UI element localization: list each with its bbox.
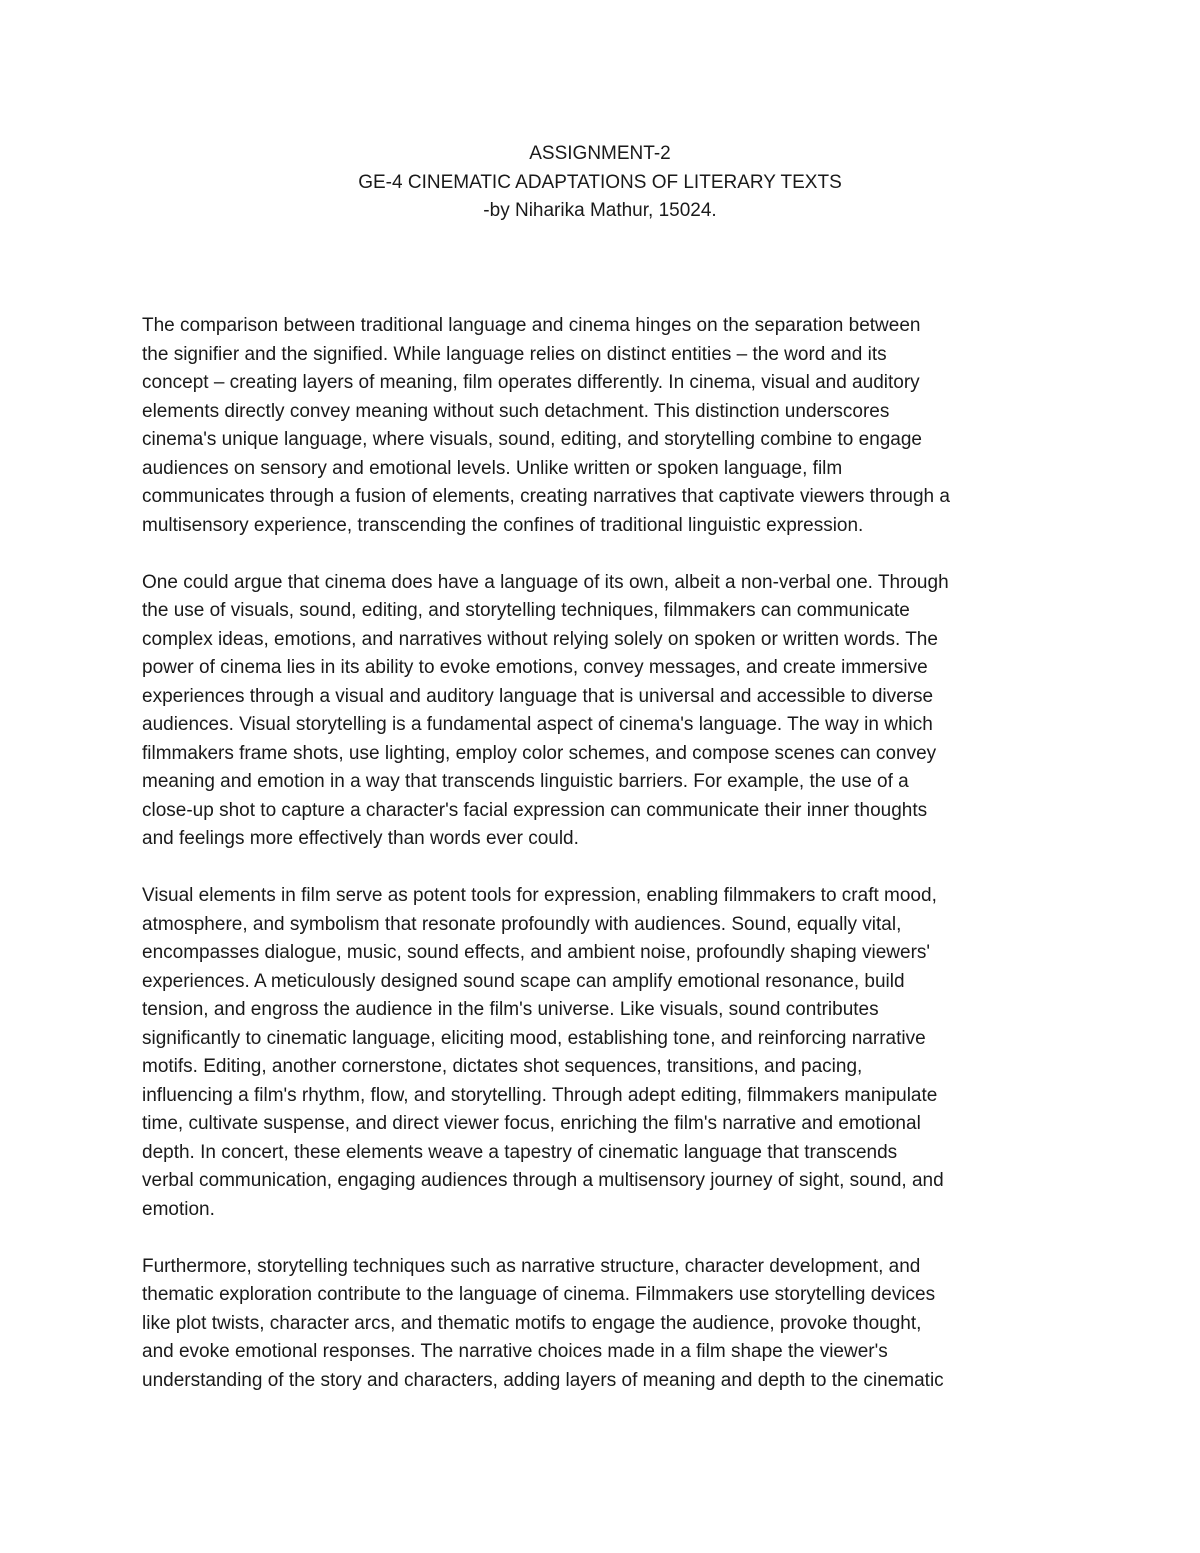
text-line: understanding of the story and characters, adding layers of meaning and depth to the cinematic [142, 1369, 944, 1391]
paragraph-3 [142, 882, 1062, 1224]
text-line: atmosphere, and symbolism that resonate profoundly with audiences. Sound, equally vital, [142, 913, 902, 935]
text-line: tension, and engross the audience in the film's universe. Like visuals, sound contributes [142, 999, 879, 1020]
document-body [142, 312, 1062, 1424]
text-line: the use of visuals, sound, editing, and storytelling techniques, filmmakers can communicate [142, 600, 910, 621]
text-line: thematic exploration contribute to the language of cinema. Filmmakers use storytelling devices [142, 1284, 936, 1305]
text-line: audiences on sensory and emotional levels. Unlike written or spoken language, film [142, 457, 843, 479]
document-header [0, 140, 1200, 226]
course-title: GE-4 CINEMATIC ADAPTATIONS OF LITERARY TEXTS [358, 171, 842, 193]
text-line: verbal communication, engaging audiences through a multisensory journey of sight, sound, and [142, 1170, 944, 1191]
paragraph-1 [142, 312, 1062, 540]
text-line: influencing a film's rhythm, flow, and storytelling. Through adept editing, filmmakers manipulate [142, 1084, 938, 1106]
text-line: the signifier and the signified. While language relies on distinct entities – the word and its [142, 343, 887, 365]
author-line: -by Niharika Mathur, 15024. [483, 200, 717, 221]
text-line: experiences. A meticulously designed sound scape can amplify emotional resonance, build [142, 970, 905, 992]
text-line: Furthermore, storytelling techniques such as narrative structure, character development, and [142, 1255, 921, 1277]
text-line: audiences. Visual storytelling is a fundamental aspect of cinema's language. The way in which [142, 714, 933, 735]
text-line: cinema's unique language, where visuals, sound, editing, and storytelling combine to engage [142, 429, 922, 450]
text-line: elements directly convey meaning without such detachment. This distinction underscores [142, 400, 890, 422]
text-line: One could argue that cinema does have a language of its own, albeit a non-verbal one. Through [142, 571, 949, 593]
text-line: depth. In concert, these elements weave a tapestry of cinematic language that transcends [142, 1141, 898, 1163]
text-line: experiences through a visual and auditory language that is universal and accessible to diverse [142, 685, 934, 707]
text-line: power of cinema lies in its ability to evoke emotions, convey messages, and create immersive [142, 657, 928, 678]
text-line: and feelings more effectively than words ever could. [142, 828, 579, 849]
paragraph-4 [142, 1253, 1062, 1396]
text-line: motifs. Editing, another cornerstone, dictates shot sequences, transitions, and pacing, [142, 1056, 863, 1077]
text-line: close-up shot to capture a character's facial expression can communicate their inner thoughts [142, 799, 928, 821]
text-line: and evoke emotional responses. The narrative choices made in a film shape the viewer's [142, 1341, 888, 1362]
text-line: Visual elements in film serve as potent tools for expression, enabling filmmakers to craft mood, [142, 885, 937, 906]
text-line: time, cultivate suspense, and direct viewer focus, enriching the film's narrative and emotional [142, 1113, 921, 1134]
text-line: emotion. [142, 1198, 215, 1220]
text-line: meaning and emotion in a way that transcends linguistic barriers. For example, the use of a [142, 771, 909, 792]
paragraph-2 [142, 569, 1062, 854]
text-line: filmmakers frame shots, use lighting, employ color schemes, and compose scenes can convey [142, 742, 937, 764]
text-line: like plot twists, character arcs, and thematic motifs to engage the audience, provoke thought, [142, 1312, 922, 1334]
text-line: The comparison between traditional language and cinema hinges on the separation between [142, 315, 921, 336]
text-line: significantly to cinematic language, eliciting mood, establishing tone, and reinforcing narrative [142, 1027, 926, 1049]
text-line: concept – creating layers of meaning, film operates differently. In cinema, visual and auditory [142, 372, 920, 393]
assignment-title: ASSIGNMENT-2 [529, 143, 671, 164]
text-line: complex ideas, emotions, and narratives without relying solely on spoken or written words. The [142, 628, 938, 650]
text-line: encompasses dialogue, music, sound effects, and ambient noise, profoundly shaping viewers' [142, 942, 931, 963]
text-line: multisensory experience, transcending the confines of traditional linguistic expression. [142, 514, 864, 536]
text-line: communicates through a fusion of elements, creating narratives that captivate viewers through a [142, 486, 950, 507]
